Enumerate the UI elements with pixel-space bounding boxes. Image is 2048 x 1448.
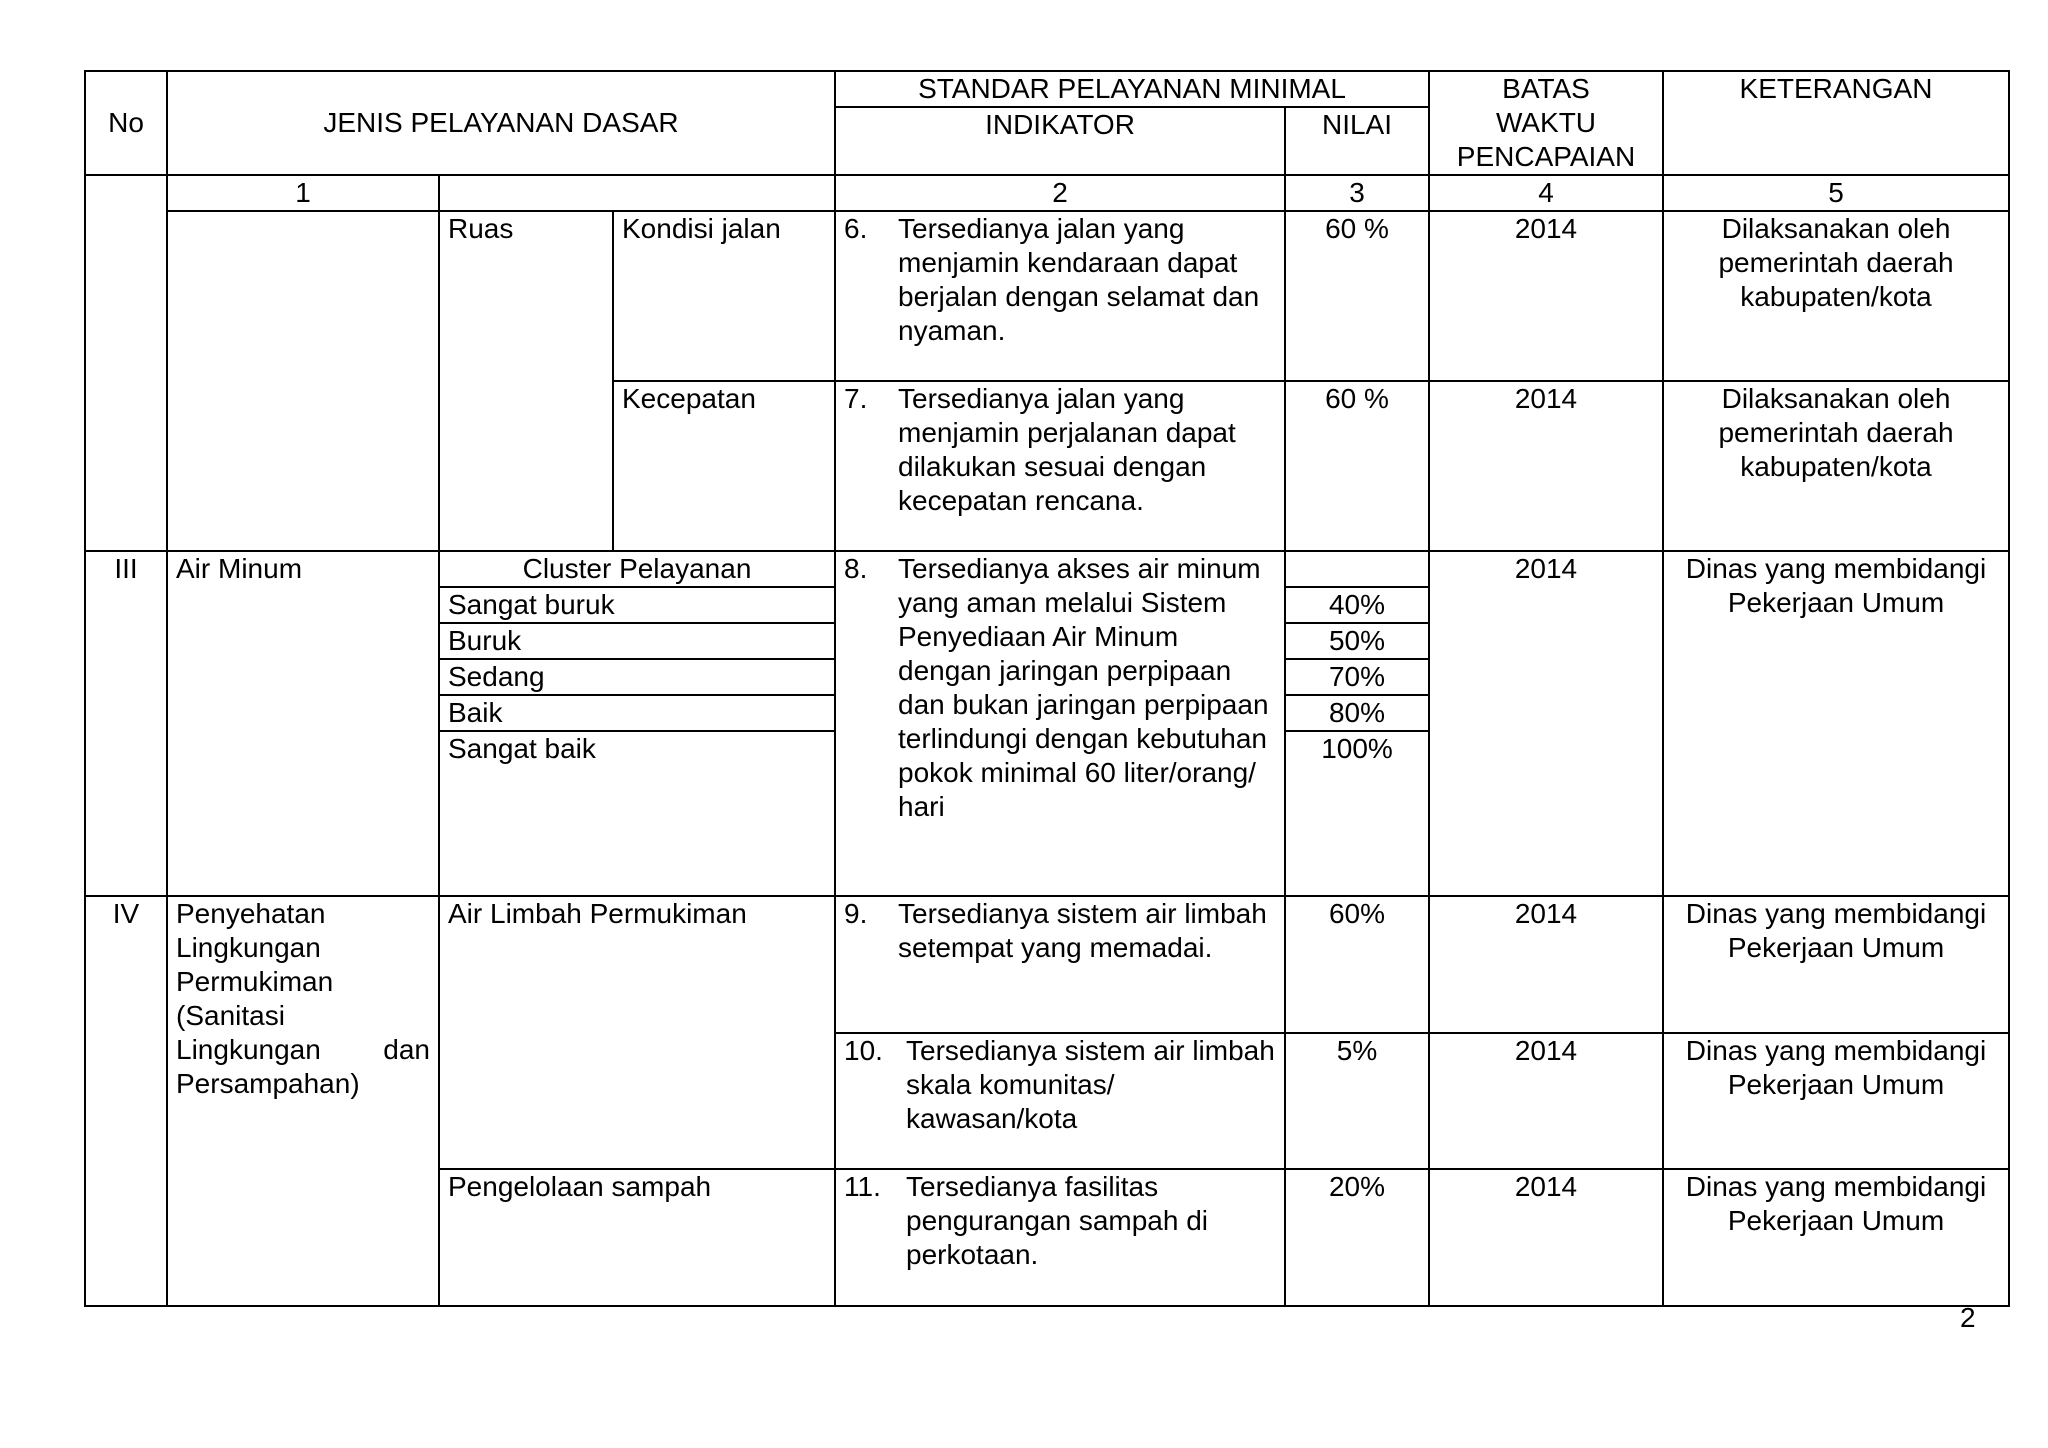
keterangan-cell: Dinas yang membidangi Pekerjaan Umum (1663, 1033, 2009, 1169)
indikator-number: 7. (844, 383, 868, 414)
column-number-blank (85, 175, 167, 211)
column-number-blank (439, 175, 835, 211)
jenis-word: Lingkungan (176, 1034, 321, 1065)
nilai-cell: 20% (1285, 1169, 1429, 1306)
header-standar: STANDAR PELAYANAN MINIMAL (835, 71, 1429, 107)
cluster-nilai: 40% (1285, 587, 1429, 623)
keterangan-cell: Dilaksanakan oleh pemerintah daerah kabupaten/kota (1663, 211, 2009, 381)
table-row (85, 896, 2009, 1033)
header-batas-line: BATAS (1502, 73, 1590, 104)
keterangan-cell: Dinas yang membidangi Pekerjaan Umum (1663, 1169, 2009, 1306)
batas-cell: 2014 (1429, 551, 1663, 896)
indikator-text: Tersedianya sistem air limbah skala komunitas/ kawasan/kota (906, 1035, 1275, 1134)
page-number: 2 (1960, 1302, 1976, 1333)
cluster-title: Cluster Pelayanan (439, 551, 835, 587)
cluster-nilai: 100% (1285, 731, 1429, 766)
keterangan-cell: Dilaksanakan oleh pemerintah daerah kabupaten/kota (1663, 381, 2009, 551)
header-batas-line: PENCAPAIAN (1456, 141, 1636, 172)
jenis-line (176, 1033, 430, 1067)
cluster-nilai: 70% (1285, 659, 1429, 695)
cluster-item: Buruk (439, 623, 835, 659)
indikator-cell (835, 211, 1285, 381)
cluster-nilai: 80% (1285, 695, 1429, 731)
header-batas-line: WAKTU (1495, 107, 1597, 138)
column-number: 4 (1429, 175, 1663, 211)
indikator-cell (835, 551, 1285, 896)
header-row-1 (85, 71, 2009, 107)
keterangan-cell: Dinas yang membidangi Pekerjaan Umum (1663, 551, 2009, 896)
indikator-number: 8. (844, 553, 868, 584)
jenis-line: Persampahan) (176, 1068, 360, 1099)
nilai-cell: 60% (1285, 896, 1429, 1033)
sub-label-air-limbah: Air Limbah Permukiman (439, 896, 835, 1169)
no-cell-empty (85, 211, 167, 551)
cluster-item: Sangat buruk (439, 587, 835, 623)
indikator-number: 10. (844, 1035, 883, 1066)
nilai-cell: 5% (1285, 1033, 1429, 1169)
jenis-cell (167, 896, 439, 1306)
nilai-cell: 60 % (1285, 211, 1429, 381)
jenis-word: dan (383, 1034, 430, 1065)
column-number-row (85, 175, 2009, 211)
column-number: 2 (835, 175, 1285, 211)
jenis-cell-empty (167, 211, 439, 551)
sub-label-kecepatan: Kecepatan (613, 381, 835, 551)
cluster-item: Baik (439, 695, 835, 731)
header-batas (1429, 71, 1663, 175)
indikator-text: Tersedianya akses air minum yang aman melalui Sistem Penyediaan Air Minum dengan jaringan perpipaan dan bukan jaringan perpipaan terlindungi dengan kebutuhan pokok minimal 60 liter/orang/ hari (898, 553, 1269, 822)
batas-cell: 2014 (1429, 381, 1663, 551)
indikator-number: 6. (844, 213, 868, 244)
cluster-nilai: 50% (1285, 623, 1429, 659)
column-number: 1 (167, 175, 439, 211)
row-number: IV (85, 896, 167, 1306)
column-number: 5 (1663, 175, 2009, 211)
jenis-line: (Sanitasi (176, 1000, 285, 1031)
batas-cell: 2014 (1429, 211, 1663, 381)
indikator-text: Tersedianya fasilitas pengurangan sampah di perkotaan. (906, 1171, 1209, 1270)
indikator-text: Tersedianya jalan yang menjamin perjalanan dapat dilakukan sesuai dengan kecepatan rencana. (898, 383, 1236, 516)
jenis-line: Permukiman (176, 966, 334, 997)
header-no: No (85, 71, 167, 175)
indikator-cell (835, 381, 1285, 551)
row-number: III (85, 551, 167, 896)
cluster-item: Sedang (439, 659, 835, 695)
sub-label-kondisi: Kondisi jalan (613, 211, 835, 381)
nilai-filler (1285, 766, 1429, 896)
cluster-filler (439, 766, 835, 896)
header-nilai: NILAI (1285, 107, 1429, 175)
indikator-number: 11. (844, 1171, 881, 1202)
batas-cell: 2014 (1429, 896, 1663, 1033)
batas-cell: 2014 (1429, 1033, 1663, 1169)
sub-label-sampah: Pengelolaan sampah (439, 1169, 835, 1306)
spm-table (84, 70, 2010, 1307)
jenis-line: Lingkungan (176, 932, 321, 963)
nilai-cell-empty (1285, 551, 1429, 587)
jenis-line: Penyehatan (176, 898, 326, 929)
indikator-cell (835, 1033, 1285, 1169)
indikator-text: Tersedianya jalan yang menjamin kendaraan dapat berjalan dengan selamat dan nyaman. (898, 213, 1260, 346)
header-indikator: INDIKATOR (835, 107, 1285, 175)
indikator-cell (835, 1169, 1285, 1306)
nilai-cell: 60 % (1285, 381, 1429, 551)
ruas-label: Ruas (439, 211, 613, 551)
table-row (85, 551, 2009, 587)
header-keterangan: KETERANGAN (1663, 71, 2009, 175)
cluster-item: Sangat baik (439, 731, 835, 766)
indikator-number: 9. (844, 898, 868, 929)
header-jenis: JENIS PELAYANAN DASAR (167, 71, 835, 175)
keterangan-cell: Dinas yang membidangi Pekerjaan Umum (1663, 896, 2009, 1033)
column-number: 3 (1285, 175, 1429, 211)
jenis-cell: Air Minum (167, 551, 439, 896)
indikator-text: Tersedianya sistem air limbah setempat yang memadai. (898, 898, 1267, 963)
table-row (85, 211, 2009, 381)
batas-cell: 2014 (1429, 1169, 1663, 1306)
indikator-cell (835, 896, 1285, 1033)
